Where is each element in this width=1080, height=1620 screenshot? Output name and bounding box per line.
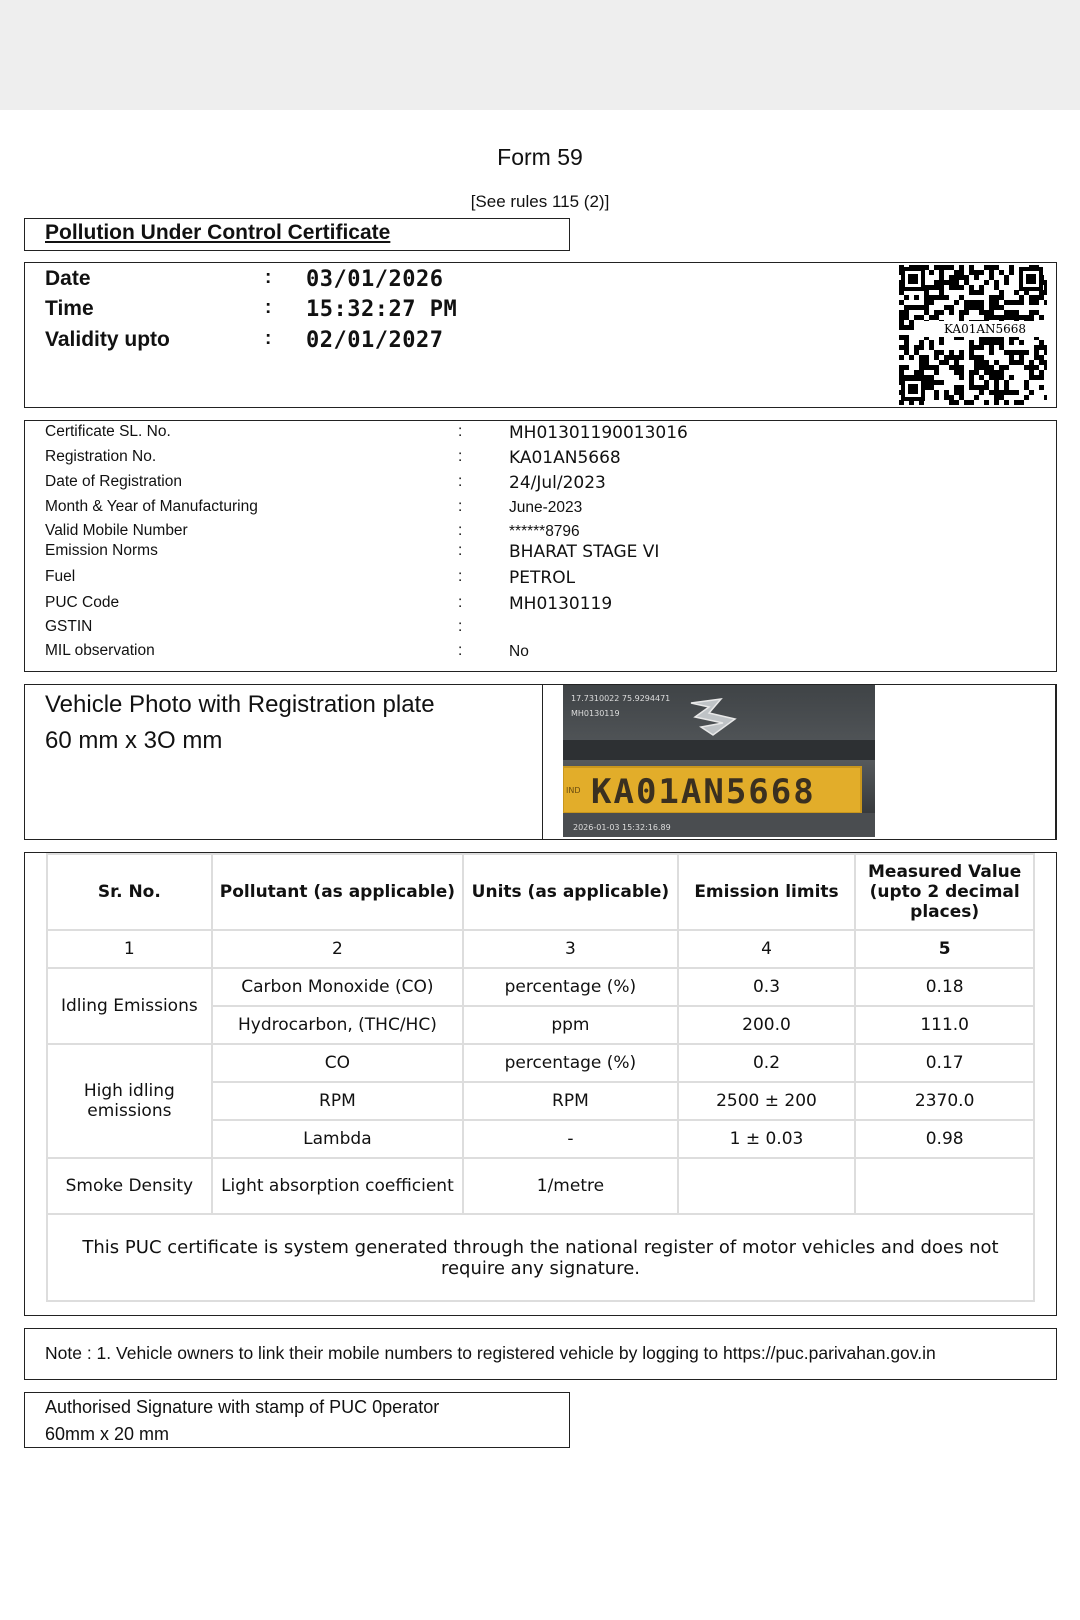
detail-colon: : xyxy=(458,618,463,635)
detail-label: Certificate SL. No. xyxy=(45,423,171,440)
photo-geo: 17.7310022 75.9294471 xyxy=(571,694,671,703)
detail-value: No xyxy=(509,643,529,660)
top-bar xyxy=(0,0,1080,110)
table-row xyxy=(47,1044,1034,1082)
detail-colon: : xyxy=(458,522,463,539)
cell-limit xyxy=(678,1158,856,1214)
emissions-box xyxy=(24,852,1057,1316)
header-limits: Emission limits xyxy=(678,854,856,930)
qr-code-icon xyxy=(897,263,1047,405)
summary-box xyxy=(24,262,1057,408)
time-colon: : xyxy=(265,297,272,318)
detail-label: Month & Year of Manufacturing xyxy=(45,498,258,515)
header-measured: Measured Value (upto 2 decimal places) xyxy=(855,854,1034,930)
time-value: 15:32:27 PM xyxy=(306,297,458,322)
detail-colon: : xyxy=(458,568,463,585)
column-number-row xyxy=(47,930,1034,968)
table-footer-row xyxy=(47,1214,1034,1301)
table-header-row xyxy=(47,854,1034,930)
detail-value: MH0130119 xyxy=(509,594,613,614)
date-value: 03/01/2026 xyxy=(306,267,444,292)
cell-measured: 0.18 xyxy=(855,968,1034,1006)
note-text: Note : 1. Vehicle owners to link their mobile numbers to registered vehicle by logging to https://puc.parivahan.gov.in xyxy=(45,1343,936,1363)
cell-limit: 0.2 xyxy=(678,1044,856,1082)
group-idling: Idling Emissions xyxy=(47,968,212,1044)
cell-unit: RPM xyxy=(463,1082,678,1120)
detail-label: Registration No. xyxy=(45,448,157,465)
validity-value: 02/01/2027 xyxy=(306,328,444,353)
cell-unit: ppm xyxy=(463,1006,678,1044)
detail-colon: : xyxy=(458,498,463,515)
photo-puc-code: MH0130119 xyxy=(571,709,620,718)
header-units: Units (as applicable) xyxy=(463,854,678,930)
header-pollutant: Pollutant (as applicable) xyxy=(212,854,463,930)
note-box xyxy=(24,1328,1057,1380)
detail-label: PUC Code xyxy=(45,594,120,611)
col-number: 1 xyxy=(47,930,212,968)
detail-value: PETROL xyxy=(509,568,576,588)
detail-label: Emission Norms xyxy=(45,542,158,559)
cell-pollutant: Hydrocarbon, (THC/HC) xyxy=(212,1006,463,1044)
cell-pollutant: CO xyxy=(212,1044,463,1082)
photo-label-line1: Vehicle Photo with Registration plate xyxy=(45,691,435,718)
vehicle-photo-box xyxy=(24,684,1057,840)
plate-number: KA01AN5668 xyxy=(591,772,816,812)
table-row xyxy=(47,968,1034,1006)
group-smoke-density: Smoke Density xyxy=(47,1158,212,1214)
detail-value: KA01AN5668 xyxy=(509,448,621,468)
detail-colon: : xyxy=(458,594,463,611)
cell-pollutant: Lambda xyxy=(212,1120,463,1158)
date-label: Date xyxy=(45,267,91,290)
certificate-title: Pollution Under Control Certificate xyxy=(45,221,391,244)
detail-value: MH01301190013016 xyxy=(509,423,688,443)
detail-label: MIL observation xyxy=(45,642,155,659)
detail-colon: : xyxy=(458,423,463,440)
detail-colon: : xyxy=(458,448,463,465)
cell-pollutant: Carbon Monoxide (CO) xyxy=(212,968,463,1006)
system-generated-notice: This PUC certificate is system generated through the national register of motor vehicles and does not require any signature. xyxy=(47,1214,1034,1301)
signature-line2: 60mm x 20 mm xyxy=(45,1424,170,1444)
validity-label: Validity upto xyxy=(45,328,170,351)
form-title: Form 59 xyxy=(497,144,583,170)
vehicle-details-box xyxy=(24,420,1057,672)
detail-label: Fuel xyxy=(45,568,76,585)
rules-reference: [See rules 115 (2)] xyxy=(470,192,610,211)
detail-colon: : xyxy=(458,542,463,559)
cell-limit: 1 ± 0.03 xyxy=(678,1120,856,1158)
group-high-idling: High idling emissions xyxy=(47,1044,212,1158)
detail-colon: : xyxy=(458,473,463,490)
detail-label: Date of Registration xyxy=(45,473,182,490)
cell-measured: 0.98 xyxy=(855,1120,1034,1158)
photo-timestamp: 2026-01-03 15:32:16.89 xyxy=(573,823,671,832)
cell-unit: 1/metre xyxy=(463,1158,678,1214)
detail-value: ******8796 xyxy=(509,523,580,540)
cell-measured: 2370.0 xyxy=(855,1082,1034,1120)
time-label: Time xyxy=(45,297,94,320)
signature-line1: Authorised Signature with stamp of PUC 0perator xyxy=(45,1397,440,1417)
certificate-title-box xyxy=(24,218,570,251)
photo-label-line2: 60 mm x 3O mm xyxy=(45,727,223,754)
photo-frame xyxy=(542,685,1057,839)
validity-colon: : xyxy=(265,328,272,349)
emissions-table xyxy=(46,853,1035,1302)
cell-pollutant: RPM xyxy=(212,1082,463,1120)
detail-colon: : xyxy=(458,642,463,659)
col-number: 4 xyxy=(678,930,856,968)
signature-box xyxy=(24,1392,570,1448)
detail-label: GSTIN xyxy=(45,618,93,635)
date-colon: : xyxy=(265,267,272,288)
col-number: 5 xyxy=(855,930,1034,968)
header-sr-no: Sr. No. xyxy=(47,854,212,930)
cell-limit: 0.3 xyxy=(678,968,856,1006)
cell-measured: 0.17 xyxy=(855,1044,1034,1082)
vehicle-photo xyxy=(563,685,875,837)
col-number: 2 xyxy=(212,930,463,968)
cell-limit: 200.0 xyxy=(678,1006,856,1044)
cell-pollutant: Light absorption coefficient xyxy=(212,1158,463,1214)
cell-measured: 111.0 xyxy=(855,1006,1034,1044)
detail-value: June-2023 xyxy=(509,499,583,516)
qr-label: KA01AN5668 xyxy=(943,322,1027,336)
cell-unit: percentage (%) xyxy=(463,1044,678,1082)
cell-unit: percentage (%) xyxy=(463,968,678,1006)
col-number: 3 xyxy=(463,930,678,968)
detail-value: BHARAT STAGE VI xyxy=(509,542,660,562)
plate-prefix: IND xyxy=(566,786,581,795)
detail-value: 24/Jul/2023 xyxy=(509,473,606,493)
table-row xyxy=(47,1158,1034,1214)
detail-label: Valid Mobile Number xyxy=(45,522,188,539)
cell-unit: - xyxy=(463,1120,678,1158)
cell-limit: 2500 ± 200 xyxy=(678,1082,856,1120)
cell-measured xyxy=(855,1158,1034,1214)
